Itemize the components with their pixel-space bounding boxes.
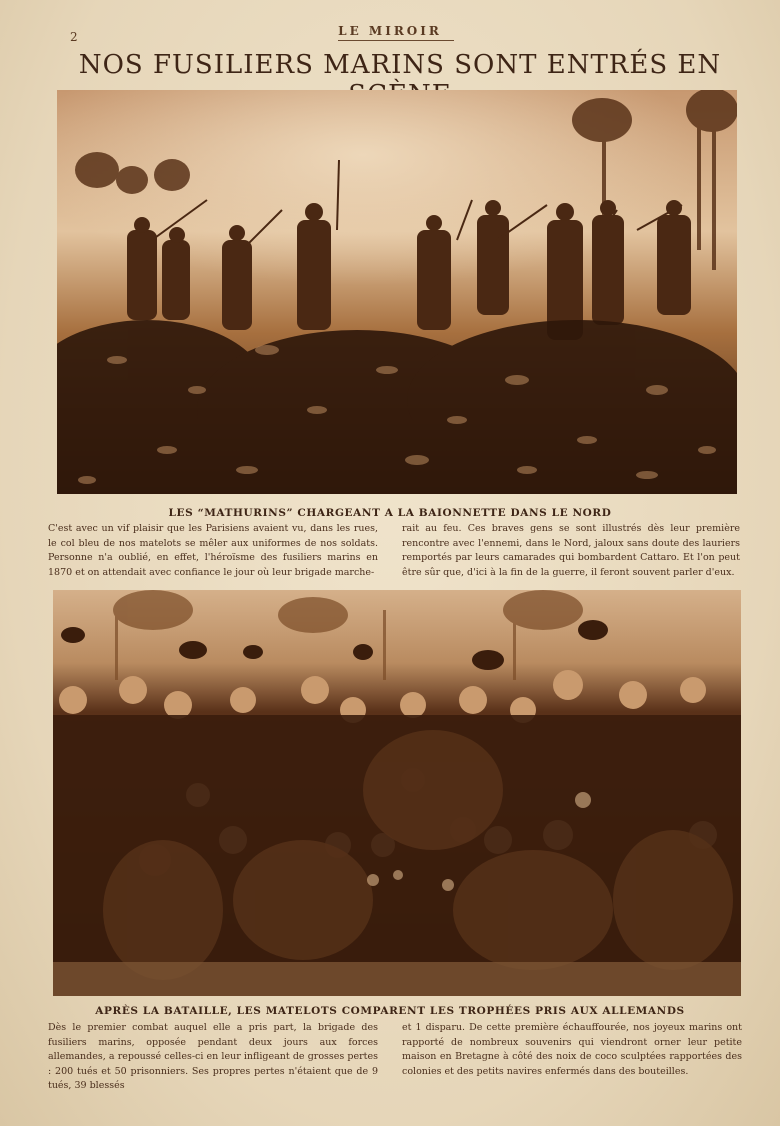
photo1-caption: LES “MATHURINS” CHARGEANT A LA BAIONNETTE DANS LE NORD <box>168 507 612 519</box>
photo-charging-marines <box>57 90 737 494</box>
page-headline: NOS FUSILIERS MARINS SONT ENTRÉS EN <box>78 50 722 80</box>
masthead: LE MIROIR <box>338 24 442 38</box>
masthead-rule <box>338 40 454 41</box>
photo2-caption: APRÈS LA BATAILLE, LES MATELOTS COMPARENT LES TROPHÉES PRIS AUX ALLEMANDS <box>95 1005 685 1017</box>
photo2-text-right: et 1 disparu. De cette première échauffourée, nos joyeux marins ont rapporté de nombreux souvenirs qui viendront orner leur petite maison en Bretagne à côté des noix de coco sculptées rapportées des colonies et des petits navires enfermés dans des bouteilles. <box>402 1022 742 1077</box>
photo1-text-left: C'est avec un vif plaisir que les Parisiens avaient vu, dans les rues, le col bleu de nos matelots se mêler aux uniformes de nos soldats. Personne n'a oublié, en effet, l'héroïsme des fusiliers marins en 1870 et on attendait avec confiance le jour où leur brigade marche- <box>48 523 378 578</box>
photo1-text-right: rait au feu. Ces braves gens se sont illustrés dès leur première rencontre avec l'ennemi, dans le Nord, jaloux sans doute des lauriers remportés par leurs camarades qui bombardent Cattaro. Et l'on peut être sûr que, d'ici à la fin de la guerre, il feront souvent parler d'eux. <box>402 523 740 578</box>
photo2-text-left: Dès le premier combat auquel elle a pris part, la brigade des fusiliers marins, opposée pendant deux jours aux forces allemandes, a repoussé celles-ci en leur infligeant de grosses pertes : 200 tués et 50 prisonniers. Ses propres pertes n'étaient que de 9 tués, 39 blessés <box>48 1022 378 1092</box>
photo-sailors-trophies <box>53 590 741 996</box>
page-number: 2 <box>70 30 78 44</box>
